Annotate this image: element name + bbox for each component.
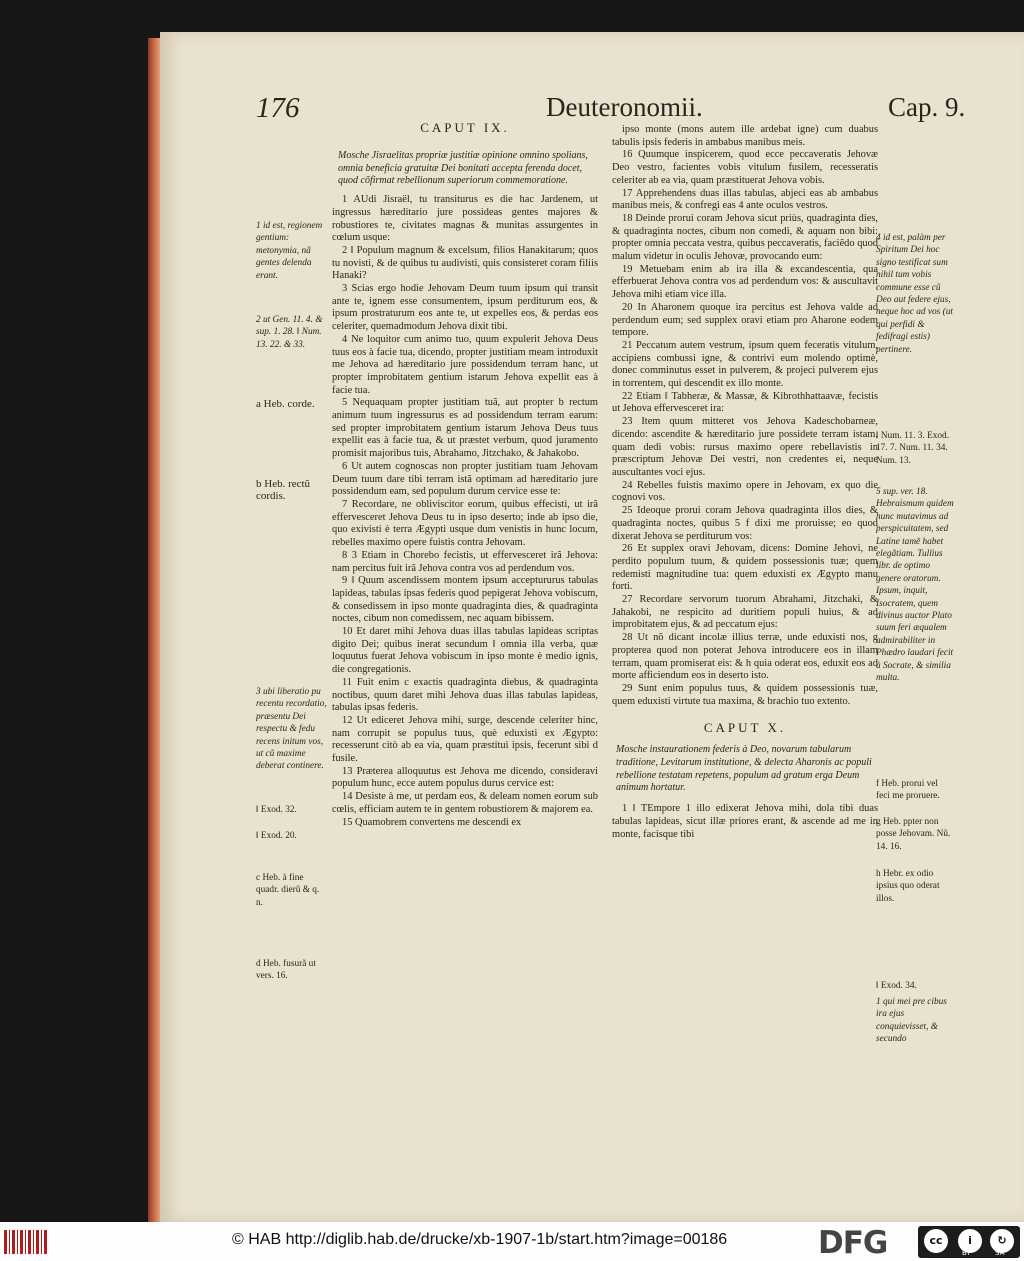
verse: 6 Ut autem cognoscas non propter justitiam tuam Jehovam Deum tuum dare tibi terram istã optimam ad hæreditario jure possidendum eam, sed populum durum cervice esse te: — [332, 460, 598, 498]
verse: 10 Et daret mihi Jehova duas illas tabulas lapideas scriptas digito Dei; quibus inerat secundum ‖ omnia illa verba, quæ loquutus fuerat Jehova vobiscum in ipso monte è medio ignis, die congregationis. — [332, 626, 598, 676]
dfg-logo: DFG — [818, 1225, 888, 1261]
running-title: Deuteronomii. — [546, 92, 703, 122]
verse: 26 Et supplex oravi Jehovam, dicens: Domine Jehovi, ne perdito populum tuum, & quidem possessionis tuæ; quem redemisti magnitudine tua: quem eduxisti ex Ægypto manu forti. — [612, 543, 878, 593]
verse: 23 Item quum mitteret vos Jehova Kadeschobarneæ, dicendo: ascendite & hæreditario jure possidete terram istam, quam dedi vobis: rursus maximo opere rebellavistis in præscriptum Jehovæ Dei vestri, non credentes ei, neque auscultantes voci ejus. — [612, 416, 878, 478]
margin-note: ‖ Exod. 20. — [256, 831, 297, 841]
book-page — [160, 32, 1024, 1222]
verse: 12 Ut ediceret Jehova mihi, surge, descende celeriter hinc, nam corrupit se populus tuus, què eduxisti ex Ægypto: recesserunt citò ab ea via, quam præstitui ipsis, fecerunt sibi d fusile. — [332, 714, 598, 765]
margin-note: c Heb. à fine quadr. dierũ & q. n. — [256, 873, 320, 908]
verse: 18 Deinde prorui coram Jehova sicut priùs, quadraginta dies, & quadraginta noctes, cibum non comedi, & aquam non bibi: propter omnia peccata vestra, quibus peccaveratis, faciẽdo quod malum videtur in oculis Jehovæ, provocando eum: — [612, 212, 878, 263]
book-page-edge — [148, 38, 160, 1223]
margin-note: 1 qui mei pre cibus ira ejus conquievisset, & secundo — [876, 997, 947, 1045]
verse: 20 In Aharonem quoque ira percitus est Jehova valde ad perdendum eum; sed supplex oravi etiam pro Aharone eodem tempore. — [612, 301, 878, 339]
margin-note: 3 ubi liberatio pu recentu recordatio, præsentu Dei respectu & fedu recens initum vos, ut cũ maxime deberat continere. — [256, 687, 327, 772]
verse: 15 Quamobrem convertens me descendi ex — [342, 816, 522, 828]
license-by-label: BY — [962, 1249, 971, 1257]
margin-note: 2 ut Gen. 11. 4. & sup. 1. 28. ‖ Num. 13. 22. & 33. — [256, 315, 323, 350]
verse: 21 Peccatum autem vestrum, ipsum quem feceratis vitulum, accipiens combussi igne, & contrivi eum molendo optimè, donec comminutus esset in pulverem, & projeci pulverem ejus in torrentem, qui descendit ex illo monte. — [612, 339, 878, 390]
chapter-reference: Cap. 9. — [888, 92, 966, 122]
chapter-heading: CAPUT IX. — [420, 120, 510, 135]
verse: 29 Sunt enim populus tuus, & quidem possessionis tuæ, quem eduxisti virtute tua maxima, & brachio tuo extento. — [612, 682, 878, 707]
left-margin-notes — [256, 220, 328, 985]
verse-list — [332, 194, 598, 829]
source-credit-link[interactable]: © HAB http://diglib.hab.de/drucke/xb-1907-1b/start.htm?image=00186 — [232, 1231, 728, 1248]
verse-list — [612, 124, 878, 708]
verse: 17 Apprehendens duas illas tabulas, abjeci eas ab ambabus manibus meis, & confregi eas 4 ante oculos vestros. — [612, 187, 878, 212]
verse — [612, 803, 878, 841]
license-sa-label: SA — [995, 1249, 1005, 1257]
chapter-summary: Mosche Jisraelitas propriæ justitiæ opinione omnino spolians, omnia beneficia gratuitæ Dei bonitati accepta ferenda docet, quod cõfirmat rebellionum superiorum commemoratione. — [338, 150, 588, 187]
cc-icon: cc — [924, 1229, 948, 1253]
margin-note: f Heb. prorui vel feci me proruere. — [876, 779, 940, 802]
share-alike-icon: ↻ — [990, 1229, 1014, 1253]
margin-note: 5 sup. ver. 18. Hebraismum quidem hunc mutavimus ad perspicuitatem, sed Latine tamē habet elegãtiam. Tullius libr. de optimo genere oratorum. Ipsum, inquit, Isocratem, quem divinus auctor Plato suum feri æqualem admirabiliter in Phædro laudari fecit à Socrate, & similia multa. — [876, 487, 954, 684]
library-logo-icon — [4, 1230, 48, 1254]
verse: 25 Ideoque prorui coram Jehova quadraginta illos dies, & quadraginta noctes, quibus 5 f dixi me proruisse; eo quod dixerat Jehova se perditurum vos: — [612, 505, 878, 542]
verse: ipso monte (mons autem ille ardebat igne) cum duabus tabulis ipsis federis in ambabus manibus meis. — [612, 124, 878, 148]
margin-note: ‖ Num. 11. 3. Exod. 17. 7. Num. 11. 34. Num. 13. — [876, 431, 950, 466]
margin-note: 4 id est, palàm per Spiritum Dei hoc signo testificat sum nihil tum vobis commune esse cũ Deo aut federe ejus, neque hoc ad vos (ut qui perfidi & fedifragi estis) pertinere. — [876, 233, 953, 355]
viewer-footer — [0, 1222, 1024, 1261]
cc-license-badge[interactable] — [918, 1226, 1020, 1258]
verse: 4 Ne loquitor cum animo tuo, quum expulerit Jehova Deus tuus eos à facie tua, dicendo, propter justitiam meam introduxit me Jehova ad hæreditario jure possidendum terram hanc, ut propter improbitatem gentium istarum Jehova expellit eas à facie tua. — [332, 333, 598, 396]
verse: 16 Quumque inspicerem, quod ecce peccaveratis Jehovæ Deo vestro, facientes vobis vitulum fusilem, recesseratis celeriter ab ea via, quam præstituerat Jehova vobis. — [612, 149, 878, 186]
verse: 8 3 Etiam in Chorebo fecistis, ut effervesceret irã Jehova: nam percitus fuit irã Jehova contra vos ad perdendum vos. — [332, 549, 598, 574]
verse: 1 AUdi Jisraël, tu transiturus es die hac Jardenem, ut ingressus hæreditario jure possideas gentes majores & robustiores te, civitates magnas & munitas assurgentes in cœlum usque: — [332, 194, 598, 244]
margin-note: d Heb. fusurã ut vers. 16. — [256, 959, 316, 982]
margin-note: ‖ Exod. 32. — [256, 805, 297, 815]
margin-note: a Heb. corde. — [256, 398, 315, 410]
margin-note: 1 id est, regionem gentium: metonymia, nã gentes delenda erant. — [256, 221, 323, 281]
chapter-heading: CAPUT X. — [703, 720, 787, 736]
right-column — [612, 124, 878, 841]
margin-note: b Heb. rectũ cordis. — [256, 478, 311, 503]
verse: 27 Recordare servorum tuorum Abrahami, Jitzchaki, & Jahakobi, ne respicito ad duritiem populi huius, & ad improbitatem ejus, & ad peccatum ejus: — [612, 594, 878, 631]
left-column — [332, 120, 598, 829]
right-margin-notes — [876, 232, 954, 1048]
verse-text: 1 ‖ TEmpore 1 illo edixerat Jehova mihi, dola tibi duas tabulas lapideas, sicut illæ priores erant, & ascende ad me in monte, facisque tibi — [612, 803, 878, 840]
verse: 24 Rebelles fuistis maximo opere in Jehovam, ex quo die cognovi vos. — [612, 479, 878, 504]
margin-note: g Heb. ppter non posse Jehovam. Nũ. 14. 16. — [876, 817, 951, 852]
verse: 2 ‖ Populum magnum & excelsum, filios Hanakitarum; quos tu novisti, & de quibus tu audivisti, quis consisteret coram filiis Hanaki? — [332, 244, 598, 282]
verse: 9 ‖ Quum ascendissem montem ipsum acceptururus tabulas lapideas, tabulas ipsas federis quod pepigerat Jehova vobiscum, & consedissem in ipso monte quadraginta dies, & quadraginta noctes, cibum non comedissem, nec aquam bibissem. — [332, 575, 598, 625]
verse: 13 Præterea alloquutus est Jehova me dicendo, consideravi populum hunc, ecce autem populus durus cervice est: — [332, 765, 598, 790]
attribution-icon: i — [958, 1229, 982, 1253]
verse: 5 Nequaquam propter justitiam tuã, aut propter b rectum animum tuum ingressurus es ad possidendum terram earum: sed propter improbitatem gentium istarum Jehova Deus tuus expellit eas à facie tua, & ut præstet verbum, quod juramento promisit majoribus tuis, Abrahamo, Jitzchako, & Jahakobo. — [332, 397, 598, 460]
verse: 28 Ut nõ dicant incolæ illius terræ, unde eduxisti nos, g propterea quod non poterat Jehova introducere eos in illam terram, quam promiserat eis: & h quia oderat eos, eduxit eos ad morte afficiendum eos in deserto isto. — [612, 632, 878, 682]
verse: 22 Etiam ‖ Tabheræ, & Massæ, & Kibrothhattaavæ, fecistis ut Jehova effervesceret ira: — [612, 390, 878, 415]
page-number: 176 — [256, 92, 300, 124]
margin-note: h Hebr. ex odio ipsius quo oderat illos. — [876, 869, 940, 904]
verse: 11 Fuit enim c exactis quadraginta diebus, & quadraginta noctibus, quum daret mihi Jehova duas illas tabulas lapideas, tabulas ipsas federis. — [332, 676, 598, 714]
chapter-summary: Mosche instaurationem federis à Deo, novarum tabularum traditione, Levitarum institutione, & delecta Aharonis ac populi rebellione testatam repetens, populum ad gratum erga Deum animum hortatur. — [616, 744, 872, 794]
verse: 14 Desiste à me, ut perdam eos, & deleam nomen eorum sub cœlis, efficiam autem te in gentem robustiorem & majorem ea. — [332, 791, 598, 815]
margin-note: ‖ Exod. 34. — [876, 981, 917, 991]
verse: 19 Metuebam enim ab ira illa & excandescentia, qua efferbuerat Jehova contra vos ad perdendum vos: & auscultavit Jehova mihi etiam vice illa. — [612, 263, 878, 301]
verse: 3 Scias ergo hodie Jehovam Deum tuum ipsum qui transit ante te, ignem esse consumentem, ipsum perditurum eos, & ipsum prostraturum eos ante te, ut expelles eos, & perdas eos celeriter, quemadmodum Jehova dixit tibi. — [332, 283, 598, 333]
verse: 7 Recordare, ne obliviscitor eorum, quibus effecisti, ut irã effervesceret Jehova Deus tu in ipso deserto; inde ab ipso die, quo exivisti è terra Ægypti usque dum venistis in hunc locum, rebelles maximo opere fuistis contra Jehovam. — [332, 498, 598, 549]
